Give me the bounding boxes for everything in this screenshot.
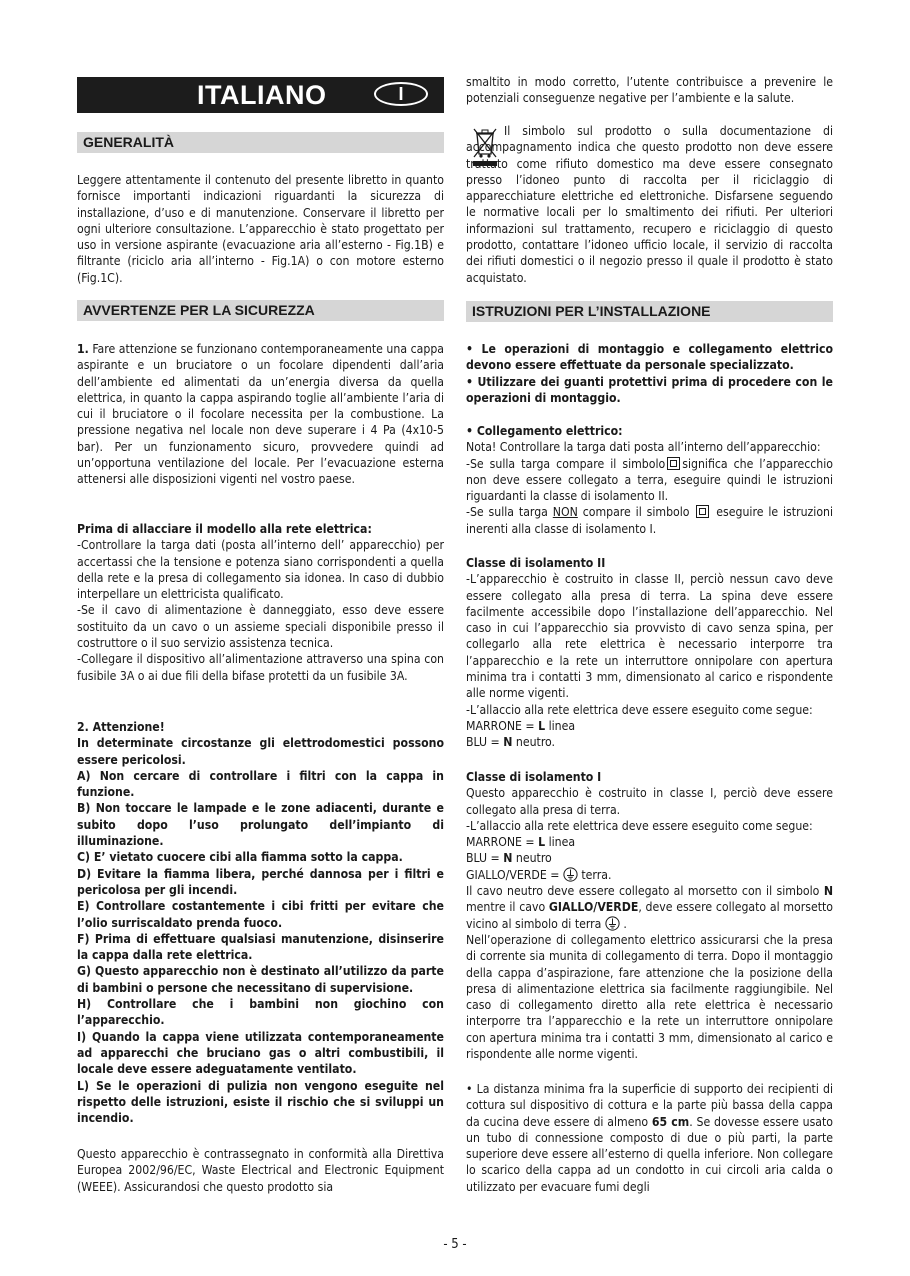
class-ii-allaccio: -L’allaccio alla rete elettrica deve essere eseguito come segue: [466,702,813,717]
generalita-paragraph: Leggere attentamente il contenuto del presente libretto in quanto fornisce importanti indicazioni riguardanti la sicurezza di installazione, d’uso e di manutenzione. Conservare il libretto per ogni ulteriore consultazione. L’apparecchio è stato progettato per uso in versione aspirante (evacuazione aria all’esterno - Fig.1B) e filtrante (riciclo aria all’interno - Fig.1A) o con motore esterno (Fig.1C). [77,173,444,285]
min-distance-block [466,1081,833,1195]
cable-text-d: . [619,916,627,931]
class-ii-brown [466,718,833,734]
installation-note-1: • Le operazioni di montaggio e collegamento elettrico devono essere effettuate da personale specializzato. [466,342,833,373]
attention-item-b: B) Non toccare le lampade e le zone adiacenti, durante e subito dopo l’uso prolungato dell’impianto di illuminazione. [77,801,444,849]
brown-l: L [538,835,546,850]
distance-text-b: . Se dovesse essere usato un tubo di connessione composto di due o più parti, la parte superiore deve essere all’esterno di quella inferiore. Non collegare lo scarico della cappa ad un condotto in cui circoli aria calda o utilizzato per evacuare fumi degli [466,1114,834,1194]
brown-l: L [538,718,546,733]
generalita-block [77,172,444,286]
warning-1-paragraph [77,341,444,488]
brown-linea: linea [545,718,576,733]
cable-text-b: mentre il cavo [466,900,549,915]
class-i-yellow-green [466,867,833,883]
class-i-blue [466,850,833,866]
electrical-connection-note: Nota! Controllare la targa dati posta all’interno dell’apparecchio: [466,440,821,455]
class-i-brown [466,834,833,850]
blue-n: N [503,851,513,866]
item-2-text-b: compare il simbolo [582,505,690,520]
ground-icon [563,867,578,882]
weee-symbol-block [466,123,833,286]
before-connecting-title: Prima di allacciare il modello alla rete elettrica: [77,522,372,536]
electrical-connection-title: • Collegamento elettrico: [466,424,623,438]
before-connecting-item-1: -Controllare la targa dati (posta all’interno dell’ apparecchio) per accertassi che la tensione e potenza siano corrispondenti a quella della rete e la presa di collegamento sia idonea. In caso di dubbio interpellare un elettricista qualificato. [77,538,444,602]
section-heading-istruzioni: ISTRUZIONI PER L’INSTALLAZIONE [466,301,833,322]
attention-item-f: F) Prima di effettuare qualsiasi manutenzione, disinserire la cappa dalla rete elettrica. [77,931,444,963]
page-title: ITALIANO [197,80,327,110]
attention-item-a: A) Non cercare di controllare i filtri con la cappa in funzione. [77,768,444,800]
before-connecting-item-2: -Se il cavo di alimentazione è danneggiato, esso deve essere sostituito da un cavo o un assieme speciali disponibile presso il costruttore o il suo servizio assistenza tecnica. [77,603,444,651]
attention-item-c: C) E’ vietato cuocere cibi alla fiamma sotto la cappa. [77,850,403,865]
blue-neutro: neutro [512,851,552,866]
attention-item-i: I) Quando la cappa viene utilizzata contemporaneamente ad apparecchi che bruciano gas o altri combustibili, il locale deve essere adeguatamente ventilato. [77,1029,444,1077]
item-2-text-a: -Se sulla targa [466,505,548,520]
class-i-title: Classe di isolamento I [466,770,602,784]
attention-block [77,719,444,1126]
neutral-cable-paragraph [466,883,833,932]
cable-n: N [823,884,833,899]
language-badge: I [374,82,428,106]
page-number: - 5 - [443,1237,467,1252]
ground-icon [605,916,620,931]
cable-text-c: , deve essere collegato al morsetto vicino al simbolo di terra [466,900,833,931]
continuation-paragraph: smaltito in modo corretto, l’utente contribuisce a prevenire le potenziali conseguenze negative per l’ambiente e la salute. [466,75,833,106]
cable-text-a: Il cavo neutro deve essere collegato al morsetto con il simbolo [466,884,824,899]
weee-symbol-paragraph: Il simbolo sul prodotto o sulla documentazione di accompagnamento indica che questo prodotto non deve essere trattato come rifiuto domestico ma deve essere consegnato presso l’idoneo punto di raccolta per il riciclaggio di apparecchiature elettriche ed elettroniche. Disfarsene seguendo le normative locali per lo smaltimento dei rifiuti. Per ulteriori informazioni sul trattamento, recupero e riciclaggio di questo prodotto, contattare l’idoneo ufficio locale, il servizio di raccolta dei rifiuti domestici o il negozio presso il quale il prodotto è stato acquistato. [466,124,833,285]
attention-item-h: H) Controllare che i bambini non giochino con l’apparecchio. [77,997,444,1028]
before-connecting-block [77,521,444,684]
attention-intro: In determinate circostanze gli elettrodomestici possono essere pericolosi. [77,736,444,767]
item-1-text-b: significa che l’apparecchio non deve essere collegato a terra, eseguire quindi le istruzioni riguardanti la classe di isolamento II. [466,456,833,504]
blue-neutro: neutro. [512,735,556,750]
electrical-connection-block [466,423,833,537]
weee-paragraph: Questo apparecchio è contrassegnato in conformità alla Direttiva Europea 2002/96/EC, Waste Electrical and Electronic Equipment (WEEE). Assicurandosi che questo prodotto sia [77,1147,444,1194]
blue-label: BLU = [466,851,504,866]
continuation-block [466,74,833,107]
language-title-bar [77,77,444,113]
class-ii-blue [466,734,833,750]
weee-block [77,1146,444,1195]
section-heading-avvertenze: AVVERTENZE PER LA SICUREZZA [77,300,444,321]
class-i-block [466,769,833,1062]
warning-1-text: Fare attenzione se funzionano contemporaneamente una cappa aspirante e un bruciatore o un focolare dipendenti dall’aria dell’ambiente ed alimentati da un’energia diversa da quella elettrica, in quanto la cappa aspirando toglie all’ambiente l’aria di cui il bruciatore o il focolare necessita per la combustione. La pressione negativa nel locale non deve superare i 4 Pa (4x10-5 bar). Per un funzionamento sicuro, provvedere quindi ad un’opportuna ventilazione del locale. Per l’evacuazione esterna attenersi alle disposizioni vigenti nel vostro paese. [77,342,444,487]
attention-item-d: D) Evitare la fiamma libera, perché dannosa per i filtri e pericolosa per gli incendi. [77,866,444,897]
double-insulation-icon [696,505,709,518]
class-ii-text: -L’apparecchio è costruito in classe II, perciò nessun cavo deve essere collegato alla presa di terra. La spina deve essere facilmente accessibile dopo l’installazione dell’apparecchio. Nel caso in cui l’apparecchio sia provvisto di cavo senza spina, per collegarlo alla rete elettrica è necessario interporre tra l’apparecchio e la rete un interruttore onnipolare con apertura minima tra i contatti 3 mm, dimensionato al carico e rispondente alle norme vigenti. [466,572,833,701]
brown-linea: linea [545,835,576,850]
item-2-non: NON [552,505,578,520]
yellow-green-label: GIALLO/VERDE = [466,867,563,882]
attention-item-l: L) Se le operazioni di pulizia non vengono eseguite nel rispetto delle istruzioni, esiste il rischio che si sviluppi un incendio. [77,1078,444,1126]
distance-text-a: • La distanza minima fra la superficie di supporto dei recipienti di cottura sul dispositivo di cottura e la parte più bassa della cappa da cucina deve essere di almeno [466,1082,833,1129]
brown-label: MARRONE = [466,718,539,733]
double-insulation-icon [667,457,680,470]
section-heading-generalita: GENERALITÀ [77,132,444,153]
min-distance-paragraph [466,1081,833,1195]
attention-item-g: G) Questo apparecchio non è destinato all’utilizzo da parte di bambini o persone che necessitano di supervisione. [77,964,444,995]
blue-n: N [503,735,513,750]
yellow-green-terra: terra. [577,867,612,882]
class-ii-block [466,555,833,751]
installation-note-2: • Utilizzare dei guanti protettivi prima di procedere con le operazioni di montaggio. [466,374,833,405]
attention-item-e: E) Controllare costantemente i cibi fritti per evitare che l’olio surriscaldato prenda fuoco. [77,899,444,930]
before-connecting-item-3: -Collegare il dispositivo all’alimentazione attraverso una spina con fusibile 3A o ai due fili della bifase protetti da un fusibile 3A. [77,652,444,683]
item-1-text-a: -Se sulla targa compare il simbolo [466,456,666,471]
electrical-connection-item-2 [466,504,833,537]
class-i-text: Questo apparecchio è costruito in classe I, perciò deve essere collegato alla presa di terra. [466,786,833,817]
class-ii-title: Classe di isolamento II [466,556,606,570]
cable-gv: GIALLO/VERDE [548,900,639,915]
installation-notes-block [466,341,833,406]
grounding-paragraph: Nell’operazione di collegamento elettrico assicurarsi che la presa di corrente sia munita di collegamento di terra. Dopo il montaggio della cappa d’aspirazione, fare attenzione che la posizione della presa di alimentazione elettrica sia facilmente raggiungibile. Nel caso di collegamento diretto alla rete elettrica è necessario interporre tra l’apparecchio e la rete un interruttore onnipolare con apertura minima tra i contatti 3 mm, dimensionato al carico e rispondente alle norme vigenti. [466,932,833,1062]
distance-65cm: 65 cm [651,1114,690,1129]
brown-label: MARRONE = [466,835,539,850]
warning-1-number: 1. [77,342,89,356]
item-2-text-c: eseguire le istruzioni inerenti alla classe di isolamento I. [466,505,834,536]
blue-label: BLU = [466,735,504,750]
warning-1-block [77,341,444,488]
class-i-allaccio: -L’allaccio alla rete elettrica deve essere eseguito come segue: [466,818,813,833]
electrical-connection-item-1 [466,456,833,505]
attention-title: 2. Attenzione! [77,720,165,734]
